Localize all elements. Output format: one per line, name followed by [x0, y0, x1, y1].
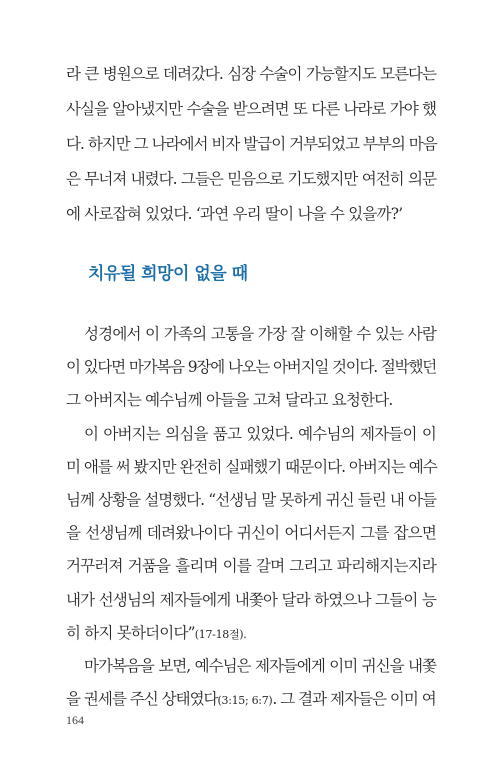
paragraph-line: 은 무너져 내렸다. 그들은 믿음으로 기도했지만 여전히 의문 — [66, 170, 436, 188]
paragraph-line: 님께 상황을 설명했다. “선생님 말 못하게 귀신 들린 내 아들 — [66, 491, 436, 509]
paragraph-line: 이 있다면 마가복음 9장에 나오는 아버지일 것이다. 절박했던 — [66, 358, 436, 376]
paragraph-line: 다. 하지만 그 나라에서 비자 발급이 거부되었고 부부의 마음 — [66, 135, 437, 153]
section-heading: 치유될 희망이 없을 때 — [88, 264, 248, 284]
quote-text: 히 하지 못하더이다” — [66, 624, 195, 642]
cross-reference: (3:15; 6:7) — [217, 694, 273, 707]
paragraph-line: 을 선생님께 데려왔나이다 귀신이 어디서든지 그를 잡으면 — [66, 524, 436, 542]
text-segment: . 그 결과 제자들은 이미 여 — [272, 690, 436, 708]
text-segment: 을 권세를 주신 상태였다 — [66, 690, 218, 708]
paragraph-line: 사실을 알아냈지만 수술을 받으려면 또 다른 나라로 가야 했 — [66, 100, 436, 118]
paragraph-line: 라 큰 병원으로 데려갔다. 심장 수술이 가능할지도 모른다는 — [66, 65, 436, 83]
paragraph-line: 내가 선생님의 제자들에게 내쫓아 달라 하였으나 그들이 능 — [66, 591, 436, 609]
paragraph-line: 그 아버지는 예수님께 아들을 고쳐 달라고 요청한다. — [66, 391, 393, 409]
paragraph-line — [66, 688, 436, 712]
verse-reference: (17-18절). — [194, 628, 247, 641]
paragraph-line: 거꾸러져 거품을 흘리며 이를 갈며 그리고 파리해지는지라 — [66, 557, 436, 575]
paragraph-line — [66, 622, 436, 646]
page-number: 164 — [66, 713, 84, 727]
paragraph-line: 성경에서 이 가족의 고통을 가장 잘 이해할 수 있는 사람 — [84, 325, 436, 343]
paragraph-line: 마가복음을 보면, 예수님은 제자들에게 이미 귀신을 내쫓 — [84, 657, 436, 675]
paragraph-line: 이 아버지는 의심을 품고 있었다. 예수님의 제자들이 이 — [84, 425, 436, 443]
paragraph-line: 미 애를 써 봤지만 완전히 실패했기 때문이다. 아버지는 예수 — [66, 458, 437, 476]
paragraph-line: 에 사로잡혀 있었다. ‘과연 우리 딸이 나을 수 있을까?’ — [66, 205, 403, 223]
